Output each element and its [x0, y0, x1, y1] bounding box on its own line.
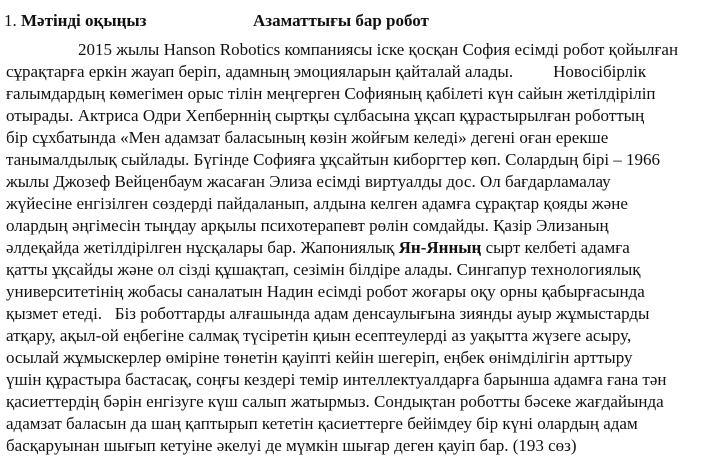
line-text: танымалдылық сыйлады. Бүгінде Софияға ұқсайтын киборгтер көп. Солардың бірі – 1966 — [6, 150, 661, 169]
line-text: олардың әңгімесін тыңдау арқылы психотерапевт рөлін сомдайды. Қазір Элизаның — [6, 216, 609, 235]
line-text: үшін құрастыра бастасақ, соңғы кездері темір интеллектуалдарға барынша адамға ғана тән — [6, 370, 667, 389]
line-text: 2015 жылы Hanson Robotics компаниясы іске қосқан София есімді робот қойылған — [78, 40, 679, 59]
line-text: жүйесіне енгізілген сөздерді пайдаланып, алдына келген адамға сұрақтар қояды және — [6, 194, 628, 213]
paragraph-line — [0, 325, 710, 347]
line-text: қасиеттердің бәрін енгізуге күш салып жатырмыз. Сондықтан роботты бәсеке жағдайында — [6, 392, 664, 411]
paragraph-line — [0, 369, 710, 391]
heading-row — [4, 10, 704, 32]
line-text: қатты ұқсайды және ол сізді құшақтап, сезімін білдіре алады. Сингапур технологиялық — [6, 260, 641, 279]
paragraph-line — [0, 347, 710, 369]
paragraph-line — [0, 215, 710, 237]
line-text: әлдеқайда жетілдірілген нұсқалары бар. Жапониялық — [6, 238, 399, 257]
line-text: сұрақтарға еркін жауап беріп, адамның эмоцияларын қайталай алады. — [6, 62, 514, 81]
task-number: 1. — [4, 11, 21, 30]
line-text: сырт келбеті адамға — [481, 238, 630, 257]
line-text: басқаруынан шығып кетуіне әкелуі де мүмкін шығар деген қауіп бар. (193 сөз) — [6, 436, 577, 455]
line-text: адамзат баласын да шаң қаптырып кететін қасиеттерге бейімдеу бір күні олардың адам — [6, 414, 638, 433]
paragraph-line — [0, 61, 710, 83]
line-text: бір сұхбатында «Мен адамзат баласының көзін жойғым келеді» дегені оған ерекше — [6, 128, 609, 147]
paragraph-line — [0, 83, 710, 105]
line-text: атқару, ақыл-ой еңбегіне салмақ түсіретін қиын есептеулерді аз уақытта жүзеге асыру, — [6, 326, 632, 345]
line-text: жылы Джозеф Вейценбаум жасаған Элиза есімді виртуалды дос. Ол бағдарламалау — [6, 172, 611, 191]
paragraph-line — [0, 39, 710, 61]
line-text: отырады. Актриса Одри Хепберннің сыртқы сұлбасына ұқсап құрастырылған роботтың — [6, 106, 645, 125]
paragraph-line — [0, 193, 710, 215]
paragraph-line — [0, 281, 710, 303]
document-title: Азаматтығы бар робот — [253, 11, 429, 30]
line-text: осылай жұмыскерлер өміріне төнетін қауіпті кейін шегеріп, еңбек өнімділігін арттыру — [6, 348, 633, 367]
paragraph-line — [0, 127, 710, 149]
line-text: ғалымдардың көмегімен орыс тілін меңгерген Софияның қабілеті күн сайын жетілдіріліп — [6, 84, 656, 103]
bold-robot-name: Ян-Янның — [398, 238, 482, 257]
line-text-tail: Новосібірлік — [553, 62, 647, 81]
paragraph-line — [0, 149, 710, 171]
paragraph-line — [0, 105, 710, 127]
line-text: университетінің жобасы саналатын Надин есімді робот жоғары оқу орны қабырғасында — [6, 282, 645, 301]
task-instruction: Мәтінді оқыңыз — [21, 11, 147, 30]
paragraph-line — [0, 435, 710, 457]
paragraph-line — [0, 171, 710, 193]
paragraph-body — [0, 39, 710, 457]
paragraph-line — [0, 303, 710, 325]
paragraph-line — [0, 259, 710, 281]
paragraph-line — [0, 391, 710, 413]
line-text: қызмет етеді. Біз роботтарды алғашында адам денсаулығына зиянды ауыр жұмыстарды — [6, 304, 650, 323]
paragraph-line — [0, 413, 710, 435]
paragraph-line — [0, 237, 710, 259]
